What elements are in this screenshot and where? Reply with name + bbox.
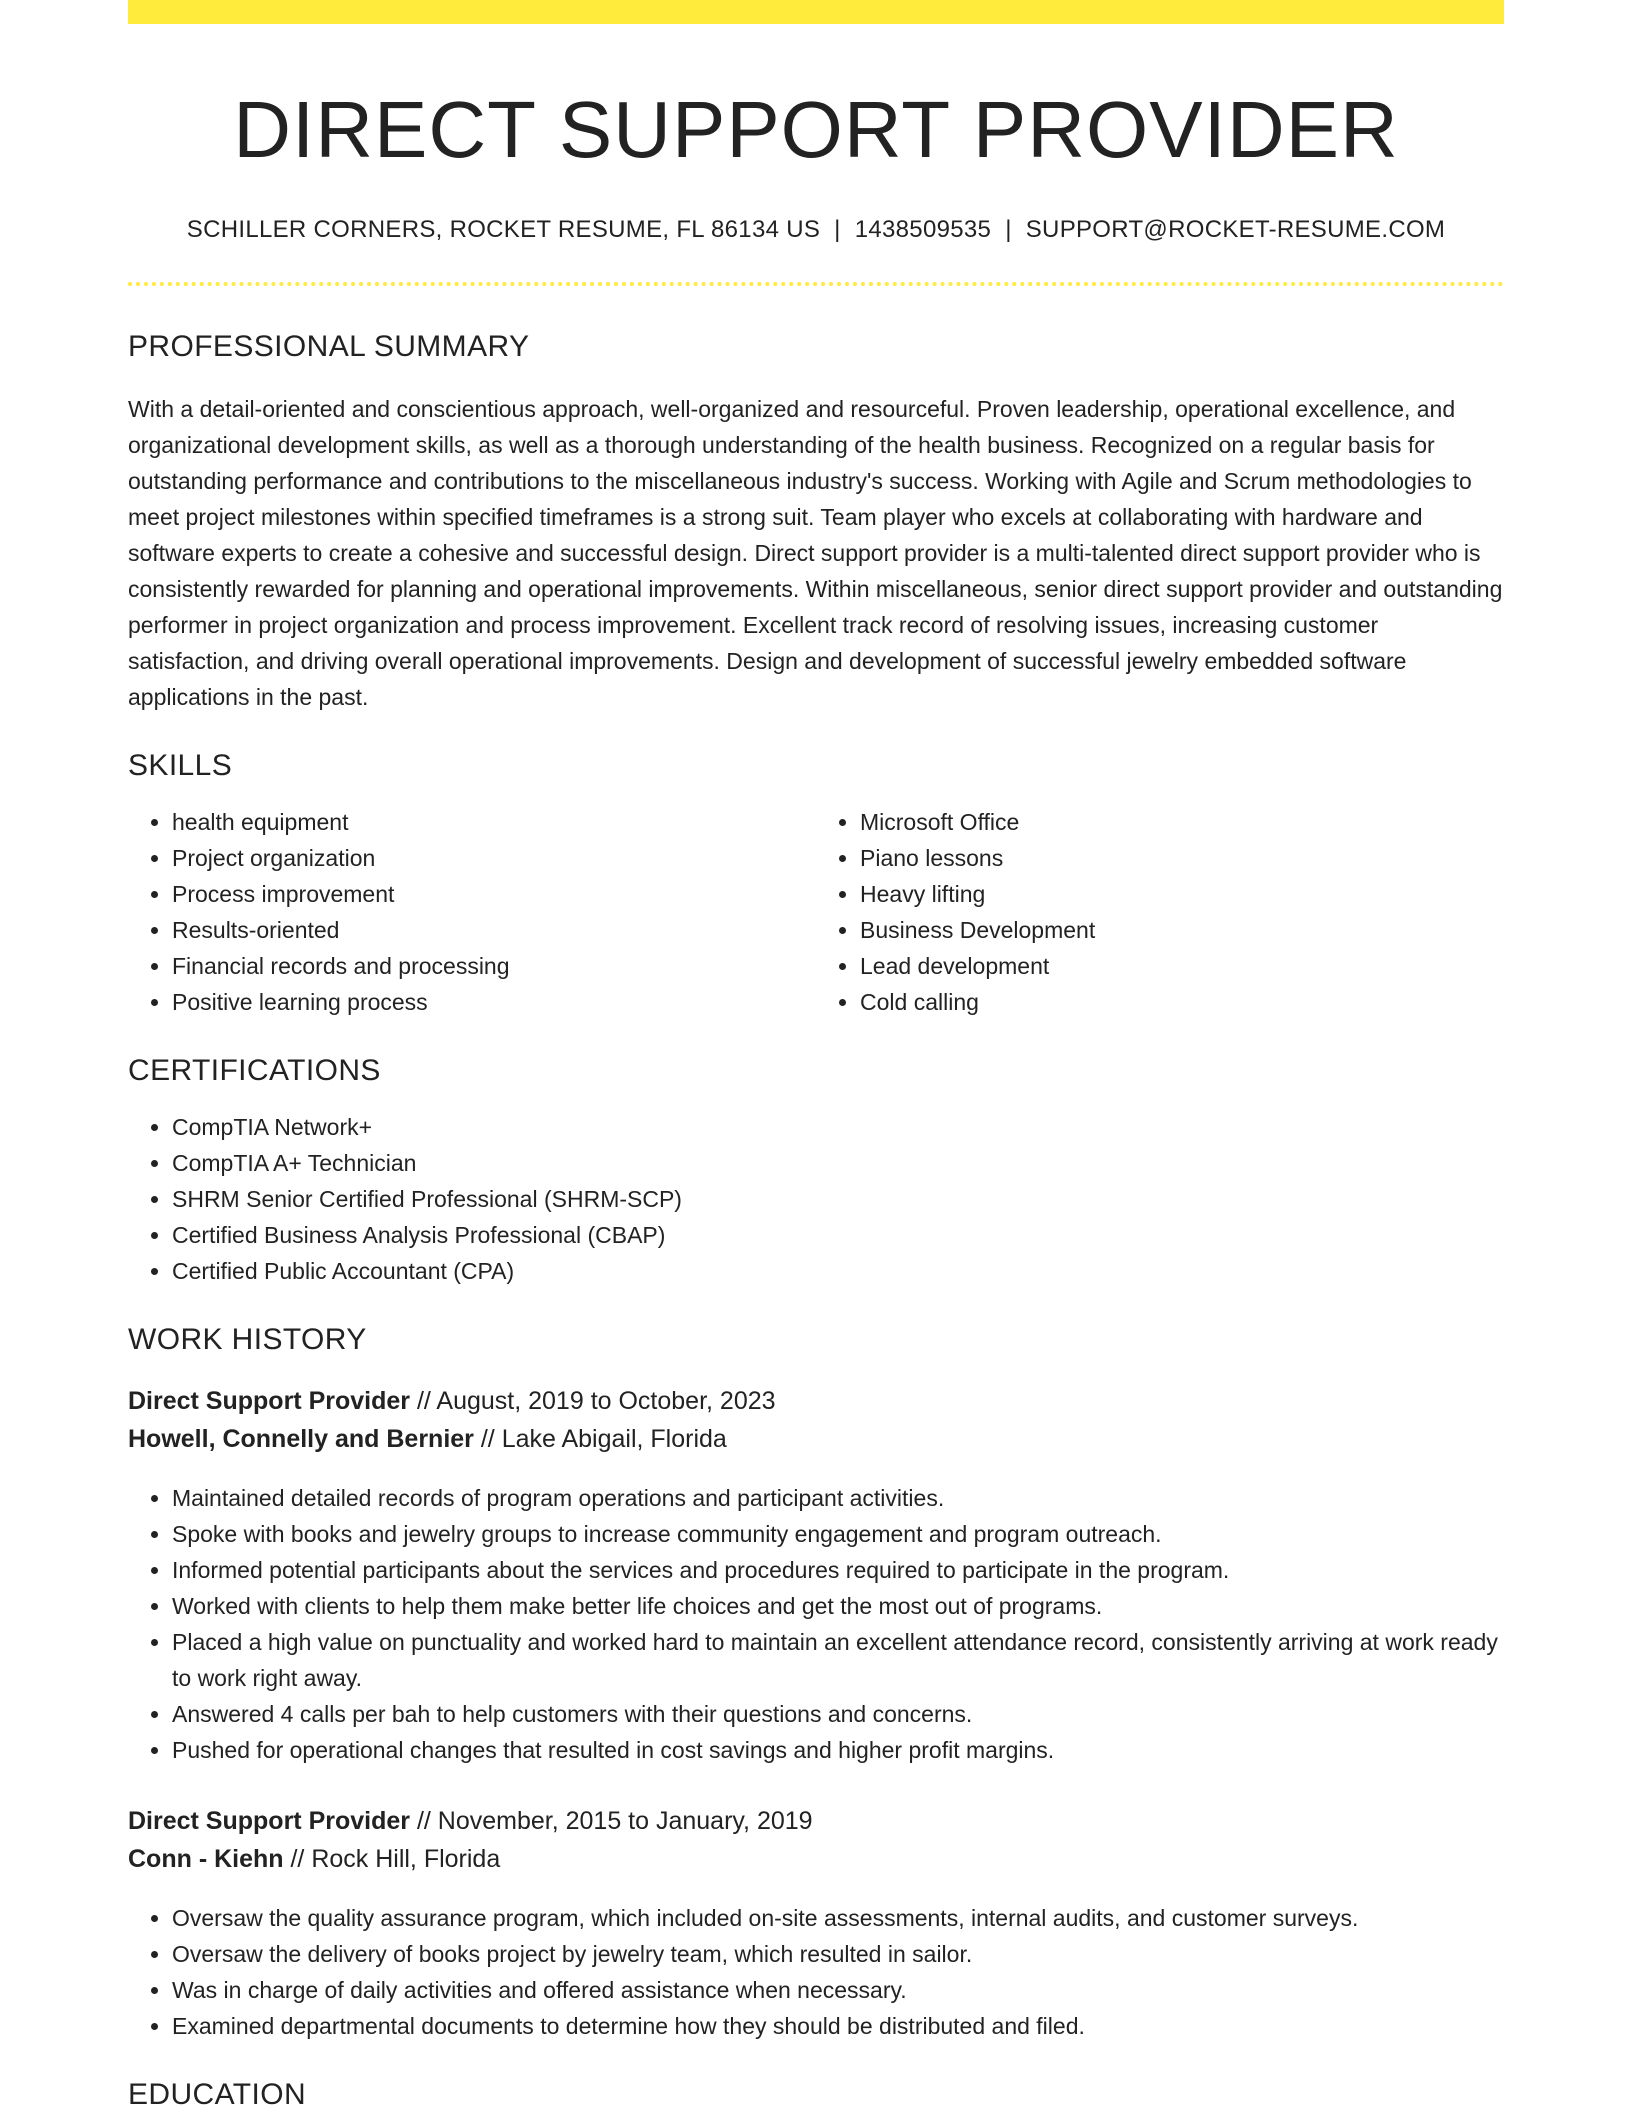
- contact-phone: 1438509535: [854, 216, 992, 243]
- job-spacer: [128, 1768, 1504, 1802]
- section-heading-education: EDUCATION: [128, 2078, 307, 2111]
- job-entry: [128, 1382, 1504, 1768]
- resume-title: DIRECT SUPPORT PROVIDER: [233, 85, 1399, 174]
- certification-item: • SHRM Senior Certified Professional (SHRM-SCP): [172, 1181, 1504, 1217]
- section-heading-work-history: WORK HISTORY: [128, 1323, 367, 1356]
- job-bullet: • Oversaw the delivery of books project by jewelry team, which resulted in sailor.: [172, 1936, 1504, 1972]
- section-heading-summary: PROFESSIONAL SUMMARY: [128, 330, 530, 363]
- job-entry: [128, 1802, 1504, 2044]
- skill-item: • Project organization: [172, 840, 816, 876]
- section-heading-certifications: CERTIFICATIONS: [128, 1054, 381, 1087]
- skill-item: • Heavy lifting: [860, 876, 1504, 912]
- resume-page: [128, 0, 1504, 2111]
- certification-item: • Certified Public Accountant (CPA): [172, 1253, 1504, 1289]
- skill-item: • Piano lessons: [860, 840, 1504, 876]
- job-company-line: [128, 1840, 1504, 1878]
- skills-columns: [128, 804, 1504, 1020]
- skill-item: • Financial records and processing: [172, 948, 816, 984]
- job-company-line: [128, 1420, 1504, 1458]
- job-title: Direct Support Provider: [128, 1387, 410, 1415]
- certification-item: • Certified Business Analysis Professional (CBAP): [172, 1217, 1504, 1253]
- job-bullet: • Answered 4 calls per bah to help customers with their questions and concerns.: [172, 1696, 1504, 1732]
- skills-list-right: [816, 804, 1504, 1020]
- certification-item: • CompTIA A+ Technician: [172, 1145, 1504, 1181]
- skill-item: • Business Development: [860, 912, 1504, 948]
- section-heading-skills: SKILLS: [128, 749, 233, 782]
- job-dates: // November, 2015 to January, 2019: [410, 1807, 813, 1835]
- skill-item: • Lead development: [860, 948, 1504, 984]
- skill-item: • health equipment: [172, 804, 816, 840]
- job-bullets: [128, 1900, 1504, 2044]
- dotted-divider: [128, 282, 1504, 286]
- certifications-list: [128, 1109, 1504, 1289]
- job-company: Conn - Kiehn: [128, 1845, 284, 1873]
- job-bullet: • Placed a high value on punctuality and worked hard to maintain an excellent attendance record, consistently arriving at work ready to work right away.: [172, 1624, 1504, 1696]
- job-bullet: • Was in charge of daily activities and offered assistance when necessary.: [172, 1972, 1504, 2008]
- job-bullet: • Maintained detailed records of program operations and participant activities.: [172, 1480, 1504, 1516]
- skills-list-left: [128, 804, 816, 1020]
- certification-item: • CompTIA Network+: [172, 1109, 1504, 1145]
- job-bullet: • Worked with clients to help them make better life choices and get the most out of programs.: [172, 1588, 1504, 1624]
- job-company: Howell, Connelly and Bernier: [128, 1425, 474, 1453]
- accent-bar: [128, 0, 1504, 24]
- skill-item: • Positive learning process: [172, 984, 816, 1020]
- skill-item: • Process improvement: [172, 876, 816, 912]
- contact-separator: |: [834, 216, 841, 243]
- job-location: // Rock Hill, Florida: [283, 1845, 501, 1873]
- job-title-line: [128, 1382, 1504, 1420]
- job-bullet: • Informed potential participants about the services and procedures required to participate in the program.: [172, 1552, 1504, 1588]
- contact-email: SUPPORT@ROCKET-RESUME.COM: [1025, 216, 1446, 243]
- contact-separator: |: [1005, 216, 1012, 243]
- job-bullets: [128, 1480, 1504, 1768]
- job-title-line: [128, 1802, 1504, 1840]
- skill-item: • Results-oriented: [172, 912, 816, 948]
- contact-address: SCHILLER CORNERS, ROCKET RESUME, FL 86134 US: [186, 216, 821, 243]
- job-dates: // August, 2019 to October, 2023: [410, 1387, 776, 1415]
- job-bullet: • Examined departmental documents to determine how they should be distributed and filed.: [172, 2008, 1504, 2044]
- summary-text: With a detail-oriented and conscientious approach, well-organized and resourceful. Proven leadership, operational excellence, and organizational development skills, as well as a thorough understanding of the health business. Recognized on a regular basis for outstanding performance and contributions to the miscellaneous industry's success. Working with Agile and Scrum methodologies to meet project milestones within specified timeframes is a strong suit. Team player who excels at collaborating with hardware and software experts to create a cohesive and successful design. Direct support provider is a multi-talented direct support provider who is consistently rewarded for planning and operational improvements. Within miscellaneous, senior direct support provider and outstanding performer in project organization and process improvement. Excellent track record of resolving issues, increasing customer satisfaction, and driving overall operational improvements. Design and development of successful jewelry embedded software applications in the past.: [128, 396, 1503, 710]
- skill-item: • Cold calling: [860, 984, 1504, 1020]
- skill-item: • Microsoft Office: [860, 804, 1504, 840]
- job-title: Direct Support Provider: [128, 1807, 410, 1835]
- contact-line: [128, 216, 1504, 244]
- job-bullet: • Oversaw the quality assurance program, which included on-site assessments, internal audits, and customer surveys.: [172, 1900, 1504, 1936]
- job-bullet: • Pushed for operational changes that resulted in cost savings and higher profit margins.: [172, 1732, 1504, 1768]
- job-bullet: • Spoke with books and jewelry groups to increase community engagement and program outreach.: [172, 1516, 1504, 1552]
- job-location: // Lake Abigail, Florida: [473, 1425, 727, 1453]
